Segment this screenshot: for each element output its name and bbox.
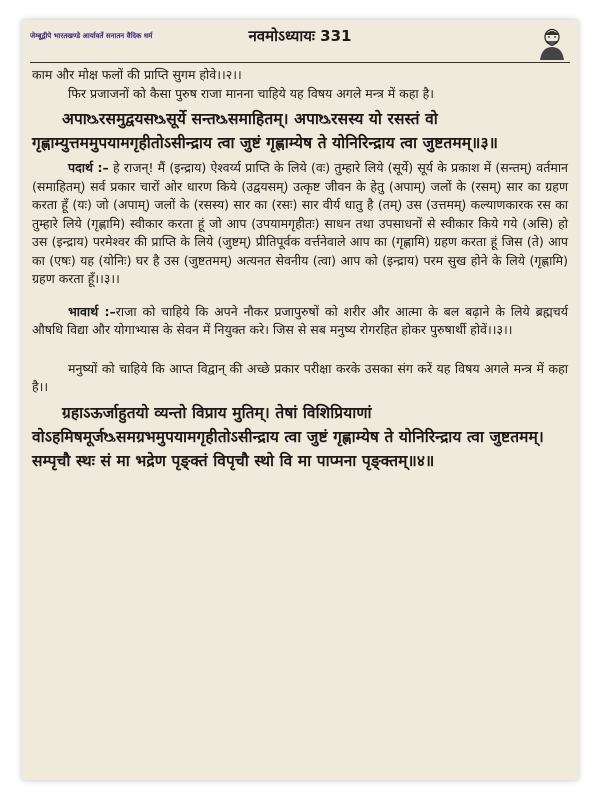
padartha-label: पदार्थ :– [68,160,109,175]
context-line-1: फिर प्रजाजनों को कैसा पुरुष राजा मानना चाहिये यह विषय अगले मन्त्र में कहा है। [68,85,434,101]
page-title: नवमोऽध्यायः 331 [248,27,352,45]
bhavartha-text: राजा को चाहिये कि अपने नौकर प्रजापुरुषों को शरीर और आत्मा के बल बढ़ाने के लिये ब्रह्मचर्य औषधि विद्या और योगाभ्यास के सेवन में नियुक्त करे। जिस से सब मनुष्य रोगरहित होकर पुरुषार्थी होवें।।३।। [32,303,568,337]
mantra-4: ग्रहाऽऊर्जाहुतयो व्यन्तो विप्राय मुतिम्। तेषां विशिप्रियाणां वोऽहमिषमूर्जᳬसमग्रभमुपयामगृहीतोऽसीन्द्राय त्वा जुष्टं गृह्णाम्येष ते योनिरिन्द्राय त्वा जुष्टतमम्। सम्पृचौ स्थः सं मा भद्रेण पृङ्क्तं विपृचौ स्थो वि मा पाप्मना पृङ्क्तम्॥४॥ [32,403,544,470]
context-line-2: मनुष्यों को चाहिये कि आप्त विद्वान् की अच्छे प्रकार परीक्षा करके उसका संग करें यह विषय अगले मन्त्र में कहा है।। [32,360,568,394]
bhavartha-paragraph [32,303,568,340]
book-page [22,20,578,780]
page-content [32,66,568,473]
bhavartha-label: भावार्थ :– [68,303,116,319]
sage-portrait-icon [536,26,568,60]
mantra-3: अपाᳬरसमुद्वयसᳬसूर्ये सन्तᳬसमाहितम्। अपाᳬरसस्य यो रसस्तं वो गृह्णाम्युत्तममुपयामगृहीतोऽसीन्द्राय त्वा जुष्टं गृह्णाम्येष ते योनिरिन्द्राय त्वा जुष्टतमम्॥३॥ [32,110,499,152]
header-divider [30,62,570,63]
padartha-paragraph [32,159,568,289]
intro-line: काम और मोक्ष फलों की प्राप्ति सुगम होवे।।२।। [32,67,242,82]
page-header [22,20,578,64]
publisher-logo: जेम्बूद्वीपे भारतखण्डे आर्यावर्ते सनातन वैदिक धर्म [30,32,153,40]
padartha-text: हे राजन्! मैं (इन्द्राय) ऐश्वर्य्य प्राप्ति के लिये (वः) तुम्हारे लिये (सूर्ये) सूर्य के प्रकाश में (सन्तम्) वर्तमान (समाहितम्) सर्व प्रकार चारों ओर धारण किये (उद्वयसम्) उत्कृष्ट जीवन के हेतु (अपाम्) जलों के (रसम्) सार का ग्रहण करता हूँ (यः) जो (अपाम्) जलों के (रसस्य) सार का (रसः) सार वीर्य धातु है (तम्) उस (उत्तमम्) कल्याणकारक रस का तुम्हारे लिये (गृह्णामि) स्वीकार करता हूं जो आप (उपयामगृहीतः) साधन तथा उपसाधनों से स्वीकार किये गये (असि) हो उस (इन्द्राय) परमेश्वर की प्राप्ति के लिये (जुष्टम्) प्रीतिपूर्वक वर्त्तनेवाले आप का (गृह्णामि) ग्रहण करता हूं जिस (ते) आप का (एषः) यह (योनिः) घर है उस (जुष्टतमम्) अत्यनत सेवनीय (त्वा) आप को (इन्द्राय) परम सुख होने के लिये (गृह्णामि) ग्रहण करता हूँ।।३।। [32,160,568,286]
